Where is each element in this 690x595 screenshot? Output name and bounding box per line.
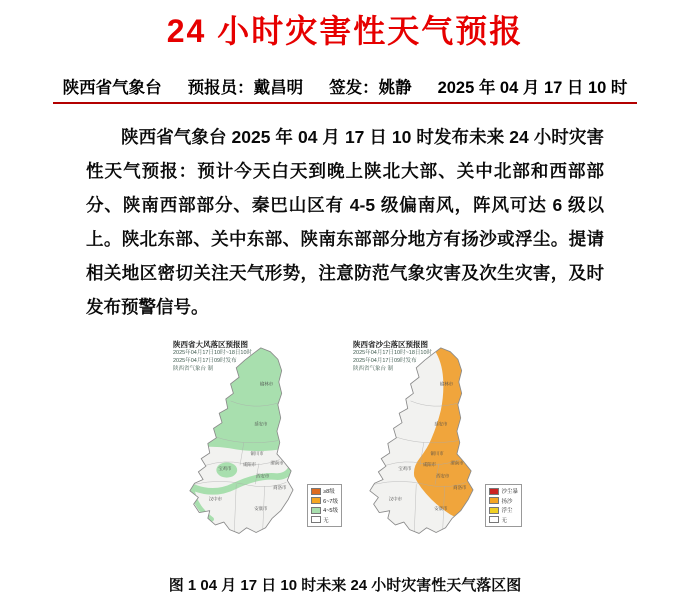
dust-map <box>345 334 525 560</box>
map-producer: 陕西省气象台 制 <box>353 366 394 373</box>
legend-item <box>489 516 518 524</box>
legend-item <box>489 497 518 505</box>
legend-item <box>311 487 338 495</box>
figure-caption: 图 1 04 月 17 日 10 时未来 24 小时灾害性天气落区图 <box>168 577 522 594</box>
legend-label: 6~7级 <box>323 498 338 505</box>
city-label: 铜川市 <box>250 450 264 456</box>
city-label: 商洛市 <box>453 484 467 490</box>
bulletin-page <box>0 6 690 594</box>
legend-swatch <box>311 497 321 504</box>
wind-map-header <box>173 340 252 373</box>
city-label: 宝鸡市 <box>218 466 232 472</box>
legend-item <box>311 516 338 524</box>
legend-label: 无 <box>323 517 329 524</box>
city-label: 铜川市 <box>430 450 444 456</box>
city-label: 榆林市 <box>440 381 454 387</box>
meta-forecaster: 预报员：戴昌明 <box>187 79 304 97</box>
map-title: 陕西省大风落区预报图 <box>173 340 248 349</box>
legend-label: 浮尘 <box>501 508 513 514</box>
maps-row <box>0 334 690 562</box>
legend-label: 4~5级 <box>323 508 338 514</box>
map-valid-time: 2025年04月17日10时~18日10时 <box>173 350 253 357</box>
map-issue-time: 2025年04月17日09时发布 <box>353 358 417 365</box>
city-label: 西安市 <box>436 473 450 479</box>
legend-item <box>489 506 518 514</box>
dust-legend <box>485 484 522 527</box>
forecast-paragraph: 陕西省气象台 2025 年 04 月 17 日 10 时发布未来 24 小时灾害性天气预报：预计今天白天到晚上陕北大部、关中北部和西部部分、陕南西部部分、秦巴山区有 4-5 级偏南风，阵风可达 6 级以上。陕北东部、关中东部、陕南东部部分地方有扬沙或浮尘。提请相关地区密切关注天气形势，注意防范气象灾害及次生灾害，及时发布预警信号。 <box>86 127 604 317</box>
map-title: 陕西省沙尘落区预报图 <box>353 340 428 349</box>
page-title: 24 小时灾害性天气预报 <box>166 13 524 49</box>
city-label: 安康市 <box>434 505 448 511</box>
meta-issuer: 签发：姚静 <box>329 79 412 97</box>
legend-swatch <box>489 488 499 495</box>
city-label: 宝鸡市 <box>398 466 412 472</box>
legend-swatch <box>489 497 499 504</box>
city-label: 榆林市 <box>260 381 274 387</box>
dust-map-header <box>353 340 432 373</box>
legend-swatch <box>311 488 321 495</box>
meta-agency: 陕西省气象台 <box>62 79 162 97</box>
legend-label: 沙尘暴 <box>501 489 518 495</box>
city-label: 汉中市 <box>388 496 402 502</box>
city-label: 商洛市 <box>273 484 287 490</box>
map-issue-time: 2025年04月17日09时发布 <box>173 358 237 365</box>
city-label: 安康市 <box>254 505 268 511</box>
meta-line <box>53 74 638 104</box>
wind-map <box>165 334 345 560</box>
legend-item <box>489 487 518 495</box>
city-label: 咸阳市 <box>242 462 256 468</box>
wind-legend <box>307 484 342 527</box>
city-label: 汉中市 <box>208 496 222 502</box>
city-label: 延安市 <box>254 421 268 427</box>
legend-swatch <box>489 507 499 514</box>
legend-item <box>311 497 338 505</box>
legend-item <box>311 506 338 514</box>
city-label: 咸阳市 <box>422 462 436 468</box>
legend-label: 无 <box>501 517 507 524</box>
map-valid-time: 2025年04月17日10时~18日10时 <box>353 350 433 357</box>
meta-datetime: 2025 年 04 月 17 日 10 时 <box>437 79 628 97</box>
legend-swatch <box>311 507 321 514</box>
city-label: 渭南市 <box>270 460 284 466</box>
city-label: 渭南市 <box>450 460 464 466</box>
meta-row <box>0 74 690 104</box>
city-label: 西安市 <box>256 473 270 479</box>
legend-swatch <box>311 516 321 523</box>
legend-swatch <box>489 516 499 523</box>
legend-label: ≥8级 <box>323 489 335 495</box>
city-label: 延安市 <box>434 421 448 427</box>
map-producer: 陕西省气象台 制 <box>173 366 214 373</box>
legend-label: 扬沙 <box>501 498 513 505</box>
